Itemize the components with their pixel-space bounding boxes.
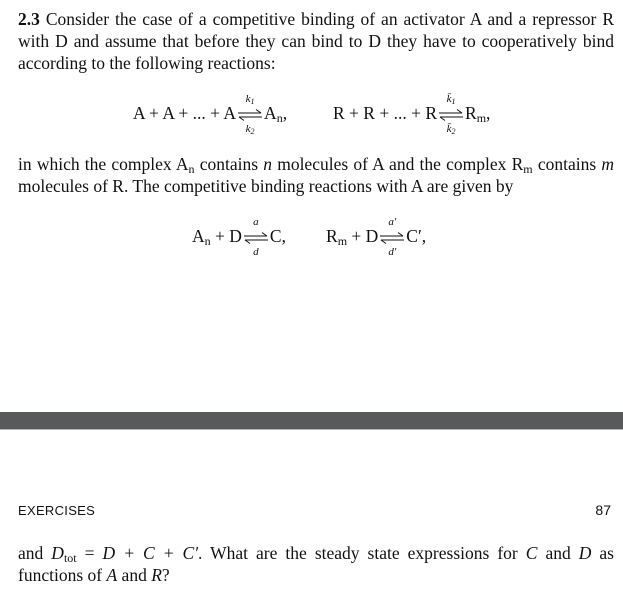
activator-cooperative-reaction — [133, 92, 288, 136]
repressor-dna-complex: C′, — [406, 226, 427, 246]
exercise-intro-text: Consider the case of a competitive binding of an activator A and a repressor R with D and assume that before they can bind to D they have to cooperatively bind according to the following reactions: — [18, 9, 615, 73]
reverse-rate-label: d′ — [388, 245, 397, 258]
reverse-rate-label: d — [253, 245, 259, 258]
continuation-paragraph: and $D_{tot} = D + C + C'$. What are the steady state expressions for C and D as functions of A and R? — [18, 543, 614, 585]
running-head: EXERCISES — [18, 503, 96, 518]
forward-rate-label: $k̄_1$ — [446, 92, 456, 106]
exercise-intro-paragraph — [18, 8, 614, 74]
reverse-rate-label: $k_2$ — [245, 122, 255, 136]
repressor-complex: $R_m$, — [465, 103, 491, 125]
activator-binding-reaction: $A_n + D$ a d C, — [192, 215, 286, 258]
page-break-shadow — [0, 429, 623, 430]
exercise-number: 2.3 — [18, 9, 40, 29]
repressor-cooperative-reaction — [333, 92, 491, 136]
reversible-arrow-icon — [237, 92, 263, 136]
activator-dna-complex: C, — [269, 226, 286, 246]
activator-complex: $A_n$, — [264, 103, 288, 125]
forward-rate-label: a′ — [388, 215, 397, 228]
reversible-arrow-icon — [243, 215, 269, 258]
reversible-arrow-icon — [379, 215, 405, 258]
page-break-divider — [0, 412, 623, 429]
complex-description-paragraph: in which the complex $A_n$ contains n molecules of A and the complex $R_m$ contains m molecules of R. The competitive binding reactions with A are given by — [18, 154, 614, 196]
forward-rate-label: a — [253, 215, 259, 228]
page-number: 87 — [595, 502, 611, 518]
forward-rate-label: $k_1$ — [245, 92, 255, 106]
reverse-rate-label: $k̄_2$ — [446, 122, 456, 136]
repressor-binding-reaction: $R_m + D$ a′ d′ C′, — [326, 215, 427, 258]
activator-reaction-lhs: A + A + ... + A — [133, 103, 237, 123]
repressor-reaction-lhs: R + R + ... + R — [333, 103, 438, 123]
reversible-arrow-icon — [438, 92, 464, 136]
